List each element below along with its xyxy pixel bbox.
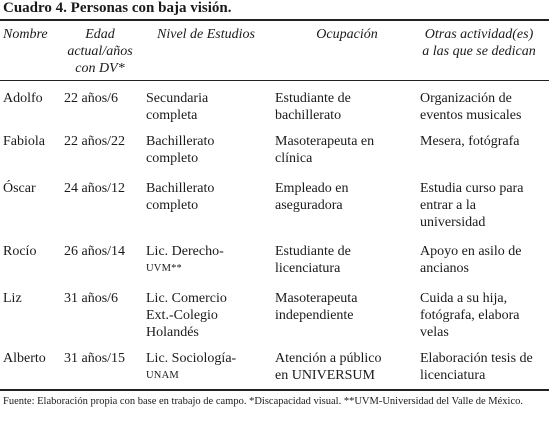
header-rule [0,80,549,81]
line: licenciatura [275,261,341,276]
bottom-rule [0,389,549,391]
line: en UNIVERSUM [275,368,375,383]
row-rocio-edad: 26 años/14 [64,244,126,259]
top-rule [0,19,549,21]
line: Bachillerato [146,134,215,149]
line: Estudiante de [275,91,351,106]
line: Masoterapeuta [275,291,358,306]
line: Organización de [420,91,512,106]
row-oscar-estudios [146,180,214,214]
line: Atención a público [275,351,382,366]
source-footnote: Fuente: Elaboración propia con base en trabajo de campo. *Discapacidad visual. **UVM-Universidad del Valle de México. [3,396,523,407]
row-liz-ocupacion [275,290,357,324]
header-edad [55,26,145,77]
line: entrar a la [420,198,476,213]
line: Apoyo en asilo de [420,244,522,259]
line: velas [420,325,449,340]
line: Secundaria [146,91,209,106]
row-adolfo-ocupacion [275,90,351,124]
line: clínica [275,151,313,166]
line: ancianos [420,261,469,276]
line: completo [146,198,199,213]
row-fabiola-otras [420,133,520,150]
line: aseguradora [275,198,343,213]
row-fabiola-edad: 22 años/22 [64,134,126,149]
header-edad-line2: actual/años [67,44,133,59]
line: UVM** [146,263,183,274]
header-estudios: Nivel de Estudios [157,27,255,42]
line: Masoterapeuta en [275,134,375,149]
line: independiente [275,308,354,323]
row-alberto-edad: 31 años/15 [64,351,126,366]
line: Cuida a su hija, [420,291,508,306]
row-fabiola-ocupacion [275,133,374,167]
line: bachillerato [275,108,342,123]
line: fotógrafa, elabora [420,308,520,323]
line: completa [146,108,198,123]
row-liz-otras [420,290,520,341]
row-adolfo-nombre: Adolfo [3,91,43,106]
row-liz-edad: 31 años/6 [64,291,119,306]
line: Estudia curso para [420,181,524,196]
row-adolfo-estudios [146,90,208,124]
row-fabiola-estudios [146,133,214,167]
row-adolfo-edad: 22 años/6 [64,91,119,106]
row-rocio-ocupacion [275,243,351,277]
line: Empleado en [275,181,349,196]
row-rocio-otras [420,243,521,277]
row-adolfo-otras [420,90,521,124]
table-title: Cuadro 4. Personas con baja visión. [3,0,232,16]
row-oscar-ocupacion [275,180,348,214]
line: universidad [420,215,486,230]
header-nombre: Nombre [3,27,48,42]
row-rocio-nombre: Rocío [3,244,37,259]
row-alberto-ocupacion [275,350,382,384]
line: Estudiante de [275,244,351,259]
line: licenciatura [420,368,486,383]
row-alberto-nombre: Alberto [3,351,46,366]
line: Lic. Comercio [146,291,227,306]
line: Holandés [146,325,199,340]
row-alberto-estudios [146,350,236,384]
line: eventos musicales [420,108,522,123]
row-rocio-estudios [146,243,224,277]
header-otras-line1: Otras actividad(es) [424,27,534,42]
header-otras [410,26,548,60]
row-oscar-edad: 24 años/12 [64,181,126,196]
line: Mesera, fotógrafa [420,134,520,149]
line: Lic. Sociología- [146,351,237,366]
line: Lic. Derecho- [146,244,224,259]
line: Bachillerato [146,181,215,196]
row-liz-estudios [146,290,227,341]
header-otras-line2: a las que se dedican [422,44,536,59]
row-oscar-otras [420,180,523,231]
header-edad-line1: Edad [85,27,115,42]
header-ocupacion: Ocupación [316,27,378,42]
row-oscar-nombre: Óscar [3,181,36,196]
line: Ext.-Colegio [146,308,218,323]
line: Elaboración tesis de [420,351,533,366]
header-edad-line3: con DV* [75,61,125,76]
line: UNAM [146,370,179,381]
row-liz-nombre: Liz [3,291,22,306]
row-alberto-otras [420,350,533,384]
row-fabiola-nombre: Fabiola [3,134,45,149]
line: completo [146,151,199,166]
